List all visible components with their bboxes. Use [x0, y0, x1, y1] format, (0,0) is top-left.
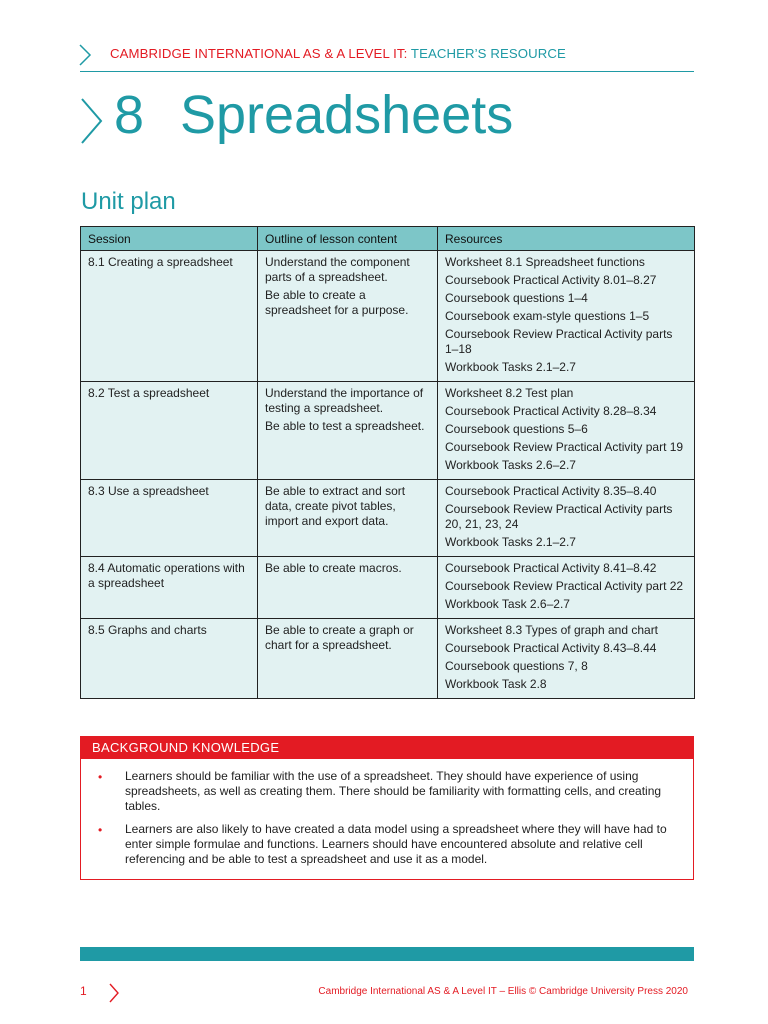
chevron-right-icon [80, 98, 104, 144]
outline-line: Understand the importance of testing a spreadsheet. [265, 386, 424, 415]
resource-line: Coursebook Practical Activity 8.01–8.27 [445, 273, 657, 287]
resource-line: Workbook Tasks 2.1–2.7 [445, 360, 576, 374]
column-header-outline: Outline of lesson content [258, 227, 438, 251]
chevron-right-icon [78, 44, 92, 66]
background-knowledge-box [80, 736, 694, 880]
outline-cell [258, 251, 438, 382]
resource-line: Coursebook questions 1–4 [445, 291, 588, 305]
table-header-row [81, 227, 695, 251]
bullet-icon: • [98, 770, 103, 784]
session-cell: 8.3 Use a spreadsheet [81, 480, 258, 557]
outline-line: Understand the component parts of a spreadsheet. [265, 255, 410, 284]
outline-line: Be able to create macros. [265, 561, 402, 575]
table-row [81, 382, 695, 480]
table-row [81, 251, 695, 382]
unit-plan-table [80, 226, 695, 699]
resources-cell [438, 619, 695, 699]
outline-cell [258, 557, 438, 619]
list-item-text: Learners are also likely to have created a data model using a spreadsheet where they will have had to enter simple formulae and functions. Learners should have encountered absolute and relative cell referencing and be able to test a spreadsheet and use it as a model. [125, 822, 667, 866]
resource-line: Coursebook Review Practical Activity part 19 [445, 440, 684, 454]
chapter-title: Spreadsheets [180, 85, 514, 145]
resource-line: Worksheet 8.1 Spreadsheet functions [445, 255, 645, 269]
chapter-number: 8 [114, 85, 145, 145]
resources-cell [438, 382, 695, 480]
resource-line: Workbook Task 2.8 [445, 677, 547, 691]
background-knowledge-title: BACKGROUND KNOWLEDGE [81, 737, 693, 759]
outline-line: Be able to create a spreadsheet for a purpose. [265, 288, 409, 317]
header-book-title: CAMBRIDGE INTERNATIONAL AS & A LEVEL IT: [110, 46, 408, 61]
session-cell: 8.1 Creating a spreadsheet [81, 251, 258, 382]
resource-line: Coursebook Practical Activity 8.35–8.40 [445, 484, 657, 498]
resource-line: Coursebook Review Practical Activity parts 20, 21, 23, 24 [445, 502, 673, 531]
table-row [81, 480, 695, 557]
resources-cell [438, 480, 695, 557]
resources-cell [438, 251, 695, 382]
column-header-resources: Resources [438, 227, 695, 251]
resource-line: Worksheet 8.2 Test plan [445, 386, 574, 400]
running-header [110, 46, 566, 61]
chevron-right-icon [108, 983, 120, 1003]
resource-line: Worksheet 8.3 Types of graph and chart [445, 623, 659, 637]
resource-line: Coursebook questions 7, 8 [445, 659, 588, 673]
copyright-notice: Cambridge International AS & A Level IT – Ellis © Cambridge University Press 2020 [318, 986, 688, 997]
header-resource-type: TEACHER’S RESOURCE [410, 46, 566, 61]
resources-cell [438, 557, 695, 619]
resource-line: Workbook Tasks 2.6–2.7 [445, 458, 576, 472]
column-header-session: Session [81, 227, 258, 251]
table-row [81, 557, 695, 619]
unit-plan-title: Unit plan [81, 188, 176, 215]
header-divider [80, 71, 694, 72]
resource-line: Coursebook Review Practical Activity part 22 [445, 579, 684, 593]
resource-line: Workbook Task 2.6–2.7 [445, 597, 570, 611]
outline-line: Be able to extract and sort data, create pivot tables, import and export data. [265, 484, 406, 528]
resource-line: Coursebook Review Practical Activity parts 1–18 [445, 327, 673, 356]
resource-line: Coursebook Practical Activity 8.41–8.42 [445, 561, 657, 575]
resource-line: Workbook Tasks 2.1–2.7 [445, 535, 576, 549]
table-row [81, 619, 695, 699]
resource-line: Coursebook Practical Activity 8.43–8.44 [445, 641, 657, 655]
list-item-text: Learners should be familiar with the use of a spreadsheet. They should have experience of using spreadsheets, as well as creating them. There should be familiarity with formatting cells, and creating tables. [125, 769, 662, 813]
session-cell: 8.5 Graphs and charts [81, 619, 258, 699]
outline-cell [258, 619, 438, 699]
outline-line: Be able to test a spreadsheet. [265, 419, 425, 433]
outline-cell [258, 382, 438, 480]
session-cell: 8.2 Test a spreadsheet [81, 382, 258, 480]
background-knowledge-list [81, 769, 693, 867]
outline-line: Be able to create a graph or chart for a spreadsheet. [265, 623, 414, 652]
list-item [98, 822, 669, 867]
resource-line: Coursebook questions 5–6 [445, 422, 588, 436]
session-cell: 8.4 Automatic operations with a spreadsheet [81, 557, 258, 619]
list-item [98, 769, 669, 814]
bullet-icon: • [98, 823, 103, 837]
resource-line: Coursebook exam-style questions 1–5 [445, 309, 650, 323]
footer-bar [80, 947, 694, 961]
outline-cell [258, 480, 438, 557]
page-number: 1 [80, 984, 87, 998]
resource-line: Coursebook Practical Activity 8.28–8.34 [445, 404, 657, 418]
